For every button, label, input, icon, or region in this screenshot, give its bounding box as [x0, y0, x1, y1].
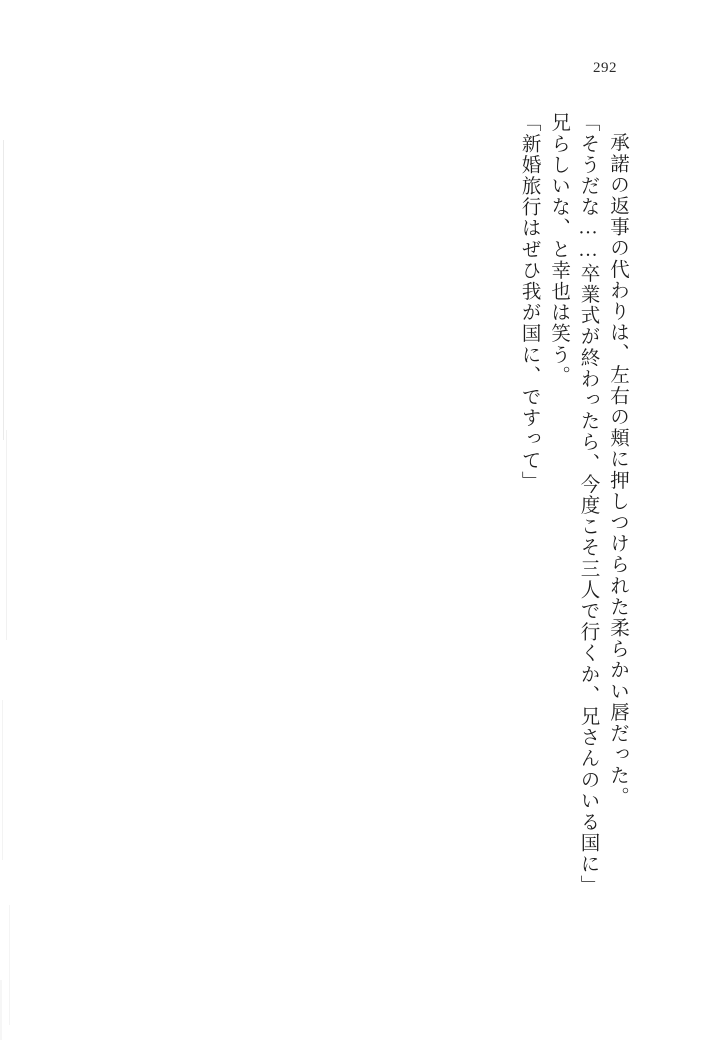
text-line: 「そうだな……卒業式が終わったら、今度こそ三人で行くか、兄さんのいる国に」 [577, 112, 599, 896]
text-line: 承諾の返事の代わりは、左右の頬に押しつけられた柔らかい唇だった。 [607, 132, 628, 808]
scan-edge-artifact [6, 430, 7, 640]
vertical-text-block [509, 112, 627, 942]
scan-edge-artifact [3, 140, 4, 440]
scan-edge-artifact [0, 980, 2, 1040]
scan-edge-artifact [9, 905, 10, 1025]
text-line: 「新婚旅行はぜひ我が国に、ですって」 [518, 112, 540, 492]
text-line: 兄らしいな、と幸也は笑う。 [548, 112, 570, 387]
page-number: 292 [593, 60, 617, 76]
scan-edge-artifact [2, 700, 3, 860]
